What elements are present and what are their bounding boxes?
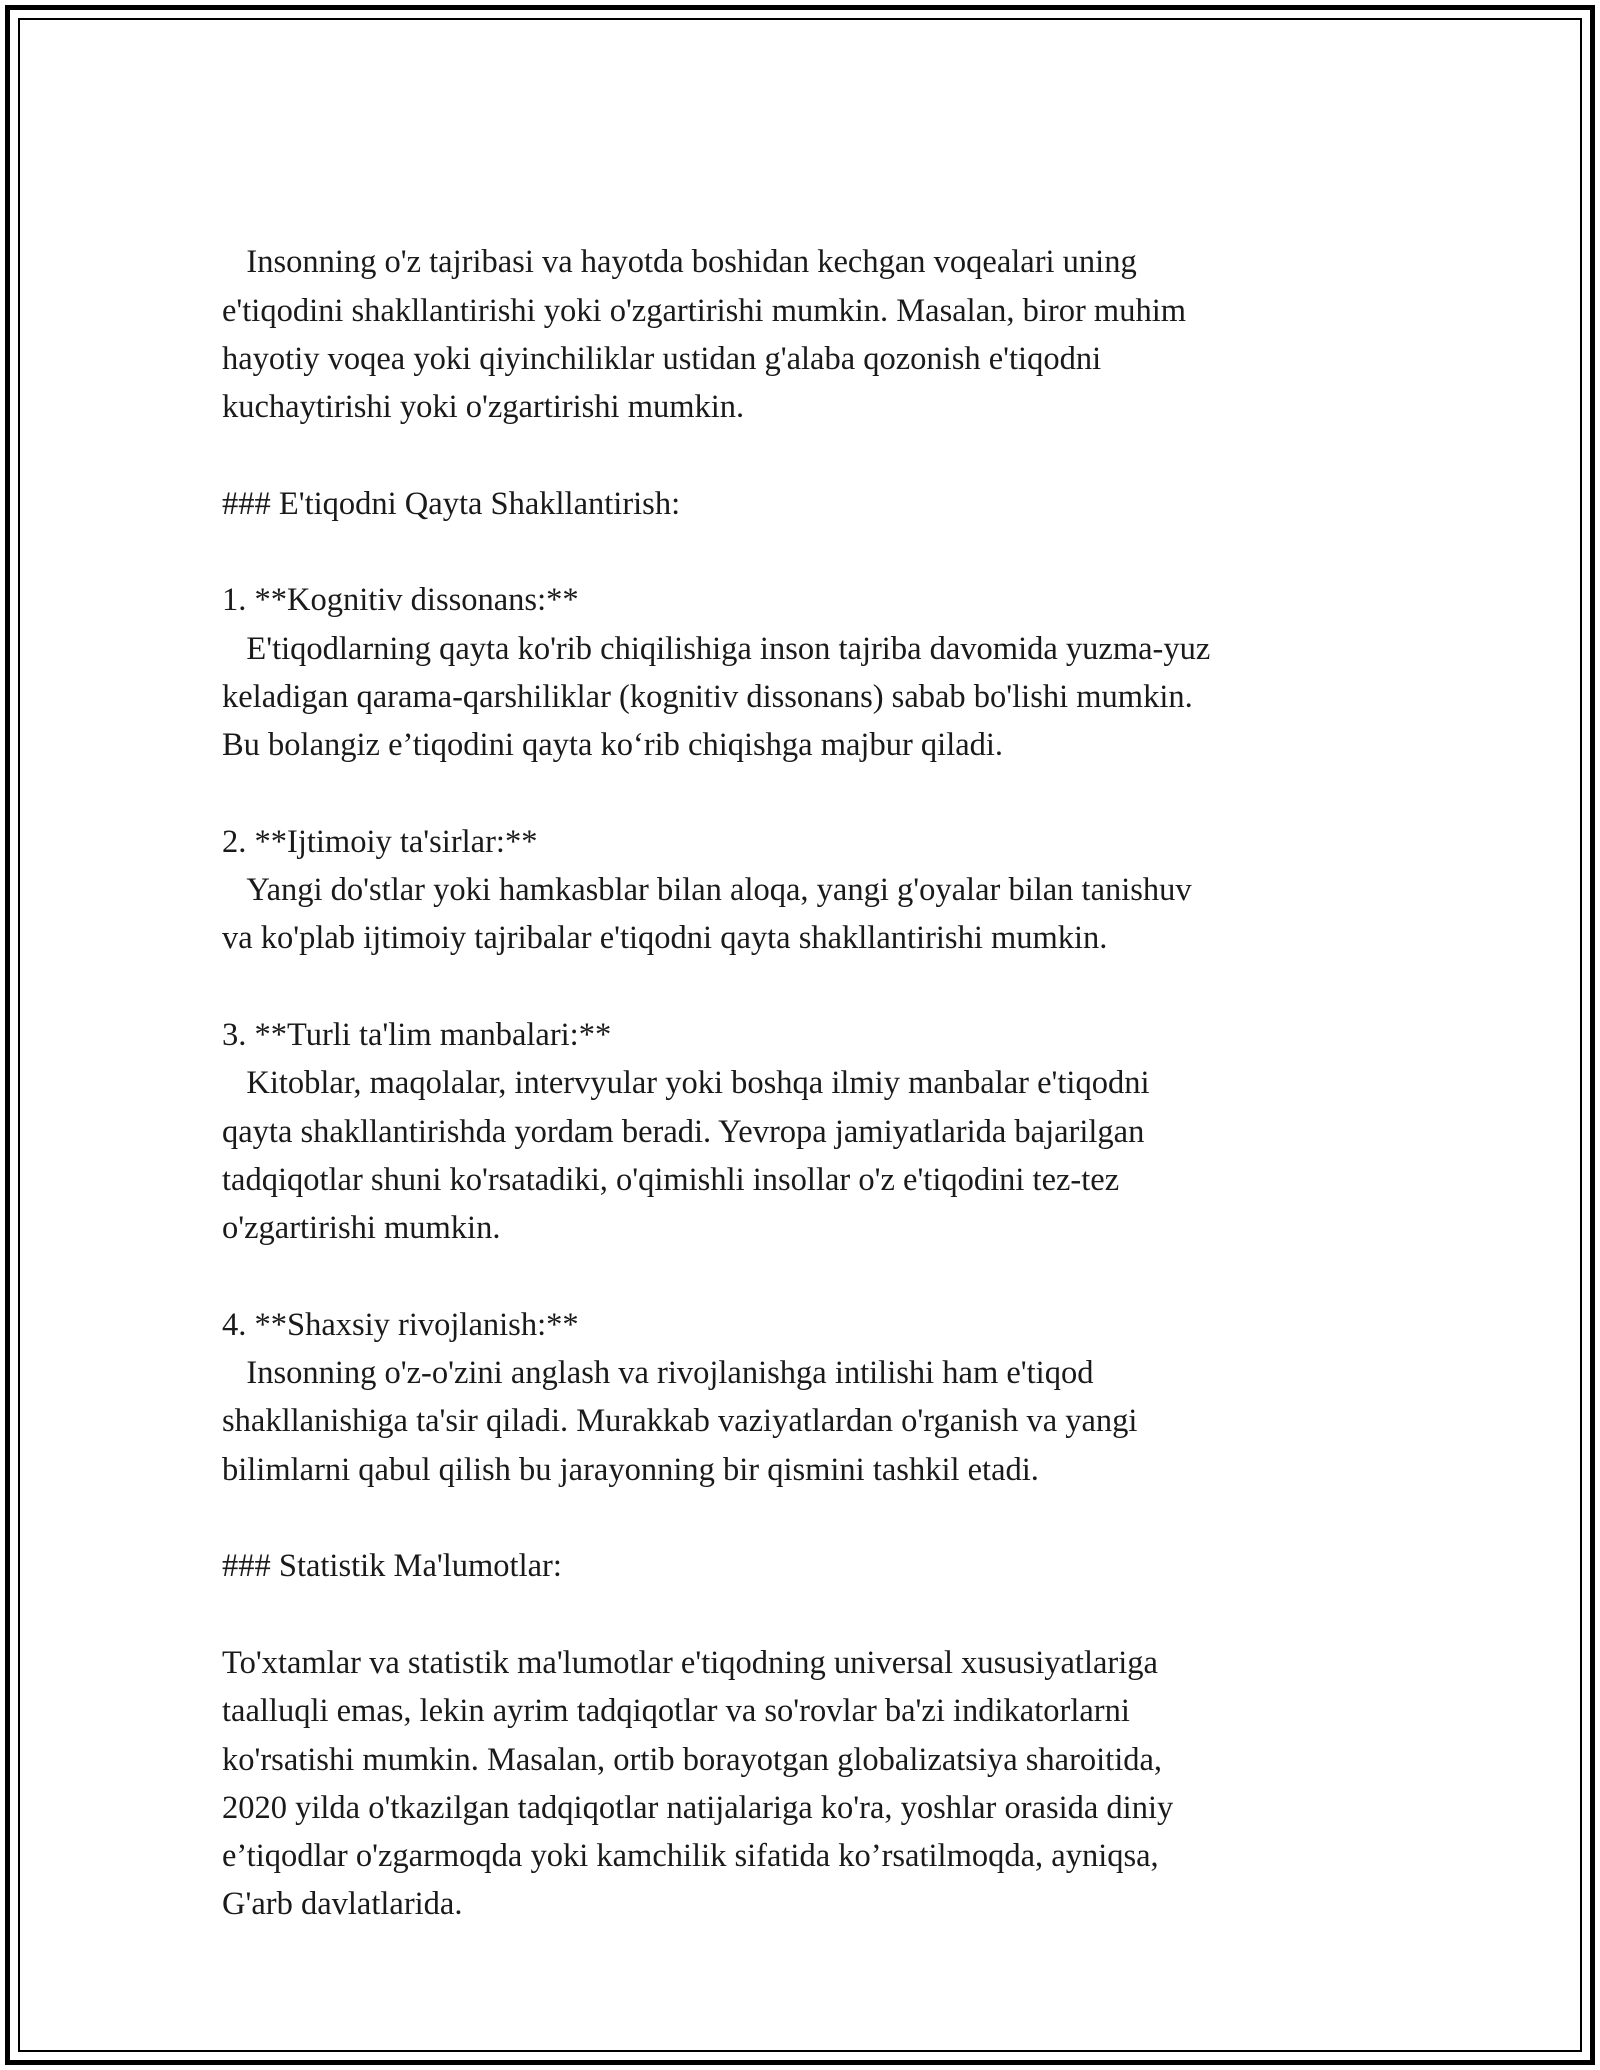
list-item-line: Kitoblar, maqolalar, intervyular yoki boshqa ilmiy manbalar e'tiqodni	[222, 1065, 1150, 1102]
heading-text: ### E'tiqodni Qayta Shakllantirish:	[222, 485, 681, 522]
list-item-line: Bu bolangiz e’tiqodini qayta ko‘rib chiqishga majbur qiladi.	[222, 727, 1004, 764]
intro-line: kuchaytirishi yoki o'zgartirishi mumkin.	[222, 389, 745, 426]
closing-line: To'xtamlar va statistik ma'lumotlar e'tiqodning universal xususiyatlariga	[222, 1644, 1158, 1681]
list-item-line: Insonning o'z-o'zini anglash va rivojlanishga intilishi ham e'tiqod	[222, 1355, 1094, 1392]
intro-line: hayotiy voqea yoki qiyinchiliklar ustidan g'alaba qozonish e'tiqodni	[222, 340, 1102, 377]
document-body	[222, 190, 1382, 1929]
section-heading-reshaping	[222, 480, 1382, 528]
intro-line: e'tiqodini shakllantirishi yoki o'zgartirishi mumkin. Masalan, biror muhim	[222, 292, 1187, 329]
heading-text: ### Statistik Ma'lumotlar:	[222, 1548, 562, 1585]
section-heading-statistics	[222, 1542, 1382, 1590]
closing-line: taalluqli emas, lekin ayrim tadqiqotlar va so'rovlar ba'zi indikatorlarni	[222, 1693, 1130, 1730]
list-item-line: o'zgartirishi mumkin.	[222, 1210, 501, 1247]
list-item-line: qayta shakllantirishda yordam beradi. Yevropa jamiyatlarida bajarilgan	[222, 1113, 1145, 1150]
list-item-title: 2. **Ijtimoiy ta'sirlar:**	[222, 823, 538, 860]
closing-line: e’tiqodlar o'zgarmoqda yoki kamchilik sifatida ko’rsatilmoqda, ayniqsa,	[222, 1838, 1159, 1875]
list-item-title: 1. **Kognitiv dissonans:**	[222, 582, 579, 619]
list-item-4	[222, 1301, 1382, 1494]
intro-paragraph	[222, 190, 1382, 431]
list-item-title: 3. **Turli ta'lim manbalari:**	[222, 1017, 612, 1054]
list-item-line: E'tiqodlarning qayta ko'rib chiqilishiga inson tajriba davomida yuzma-yuz	[222, 630, 1211, 667]
list-item-line: tadqiqotlar shuni ko'rsatadiki, o'qimishli insollar o'z e'tiqodini tez-tez	[222, 1161, 1120, 1198]
closing-line: ko'rsatishi mumkin. Masalan, ortib borayotgan globalizatsiya sharoitida,	[222, 1741, 1163, 1778]
list-item-line: shakllanishiga ta'sir qiladi. Murakkab vaziyatlardan o'rganish va yangi	[222, 1403, 1138, 1440]
list-item-line: Yangi do'stlar yoki hamkasblar bilan aloqa, yangi g'oyalar bilan tanishuv	[222, 872, 1192, 909]
intro-line: Insonning o'z tajribasi va hayotda boshidan kechgan voqealari uning	[222, 244, 1137, 281]
list-item-line: bilimlarni qabul qilish bu jarayonning bir qismini tashkil etadi.	[222, 1451, 1039, 1488]
list-item-3	[222, 1011, 1382, 1252]
closing-line: G'arb davlatlarida.	[222, 1886, 463, 1923]
closing-paragraph	[222, 1639, 1382, 1929]
list-item-line: keladigan qarama-qarshiliklar (kognitiv dissonans) sabab bo'lishi mumkin.	[222, 678, 1193, 715]
list-item-title: 4. **Shaxsiy rivojlanish:**	[222, 1306, 579, 1343]
list-item-line: va ko'plab ijtimoiy tajribalar e'tiqodni qayta shakllantirishi mumkin.	[222, 920, 1108, 957]
list-item-1	[222, 576, 1382, 769]
closing-line: 2020 yilda o'tkazilgan tadqiqotlar natijalariga ko'ra, yoshlar orasida diniy	[222, 1789, 1174, 1826]
list-item-2	[222, 818, 1382, 963]
